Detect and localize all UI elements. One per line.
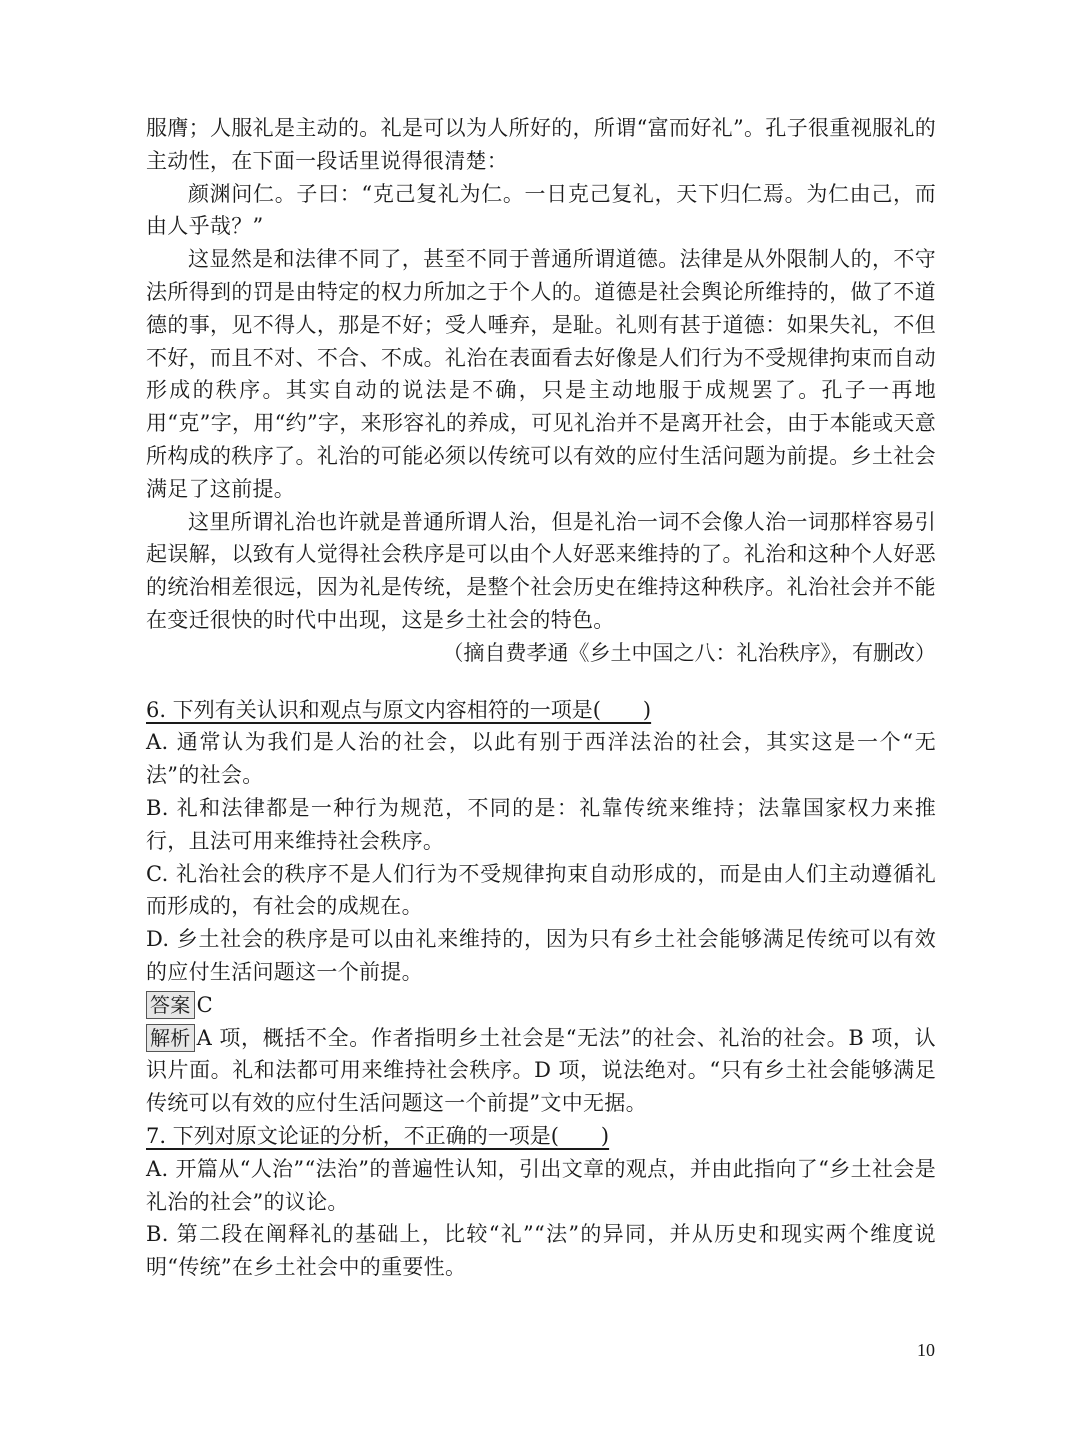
- document-page: [146, 112, 936, 1284]
- answer-tag: 答案: [146, 991, 195, 1019]
- question-7-stem-text: 7. 下列对原文论证的分析，不正确的一项是( ): [146, 1123, 610, 1148]
- question-6-analysis: [146, 1022, 936, 1120]
- question-6-stem: [146, 694, 936, 727]
- passage-paragraph-0: 服膺；人服礼是主动的。礼是可以为人所好的，所谓“富而好礼”。孔子很重视服礼的主动性，在下面一段话里说得很清楚：: [146, 116, 936, 173]
- passage-paragraph-3: 这里所谓礼治也许就是普通所谓人治，但是礼治一词不会像人治一词那样容易引起误解，以致有人觉得社会秩序是可以由个人好恶来维持的了。礼治和这种个人好恶的统治相差很远，因为礼是传统，是整个社会历史在维持这种秩序。礼治社会并不能在变迁很快的时代中出现，这是乡土社会的特色。: [146, 509, 936, 632]
- question-7-option-a: A. 开篇从“人治”“法治”的普遍性认知，引出文章的观点，并由此指向了“乡土社会是礼治的社会”的议论。: [146, 1156, 936, 1214]
- question-6-option-a: A. 通常认为我们是人治的社会，以此有别于西洋法治的社会，其实这是一个“无法”的社会。: [146, 730, 936, 788]
- question-7-stem: [146, 1120, 936, 1153]
- page-number: 10: [917, 1340, 935, 1360]
- passage-quote-paragraph: 颜渊问仁。子曰：“克己复礼为仁。一日克己复礼，天下归仁焉。为仁由己，而由人乎哉？”: [146, 181, 936, 239]
- question-7-option-b: B. 第二段在阐释礼的基础上，比较“礼”“法”的异同，并从历史和现实两个维度说明“传统”在乡土社会中的重要性。: [146, 1222, 936, 1280]
- question-6-option-d: D. 乡土社会的秩序是可以由礼来维持的，因为只有乡土社会能够满足传统可以有效的应付生活问题这一个前提。: [146, 927, 936, 984]
- question-6-answer: [146, 989, 936, 1022]
- answer-value: C: [196, 992, 213, 1017]
- passage-source: （摘自费孝通《乡土中国之八：礼治秩序》，有删改）: [442, 640, 936, 665]
- analysis-tag: 解析: [146, 1024, 195, 1052]
- analysis-text: A 项，概括不全。作者指明乡土社会是“无法”的社会、礼治的社会。B 项，认识片面。礼和法都可用来维持社会秩序。D 项，说法绝对。“只有乡土社会能够满足传统可以有效的应付生活问题这一个前提”文中无据。: [146, 1025, 936, 1116]
- passage-paragraph-2: 这显然是和法律不同了，甚至不同于普通所谓道德。法律是从外限制人的，不守法所得到的罚是由特定的权力所加之于个人的。道德是社会舆论所维持的，做了不道德的事，见不得人，那是不好；受人唾弃，是耻。礼则有甚于道德：如果失礼，不但不好，而且不对、不合、不成。礼治在表面看去好像是人们行为不受规律拘束而自动形成的秩序。其实自动的说法是不确，只是主动地服于成规罢了。孔子一再地用“克”字，用“约”字，来形容礼的养成，可见礼治并不是离开社会，由于本能或天意所构成的秩序了。礼治的可能必须以传统可以有效的应付生活问题为前提。乡土社会满足了这前提。: [146, 247, 936, 501]
- question-6-option-c: C. 礼治社会的秩序不是人们行为不受规律拘束自动形成的，而是由人们主动遵循礼而形成的，有社会的成规在。: [146, 861, 936, 919]
- question-6-stem-text: 6. 下列有关认识和观点与原文内容相符的一项是( ): [146, 697, 652, 722]
- question-6-option-b: B. 礼和法律都是一种行为规范，不同的是：礼靠传统来维持；法靠国家权力来推行，且法可用来维持社会秩序。: [146, 795, 936, 853]
